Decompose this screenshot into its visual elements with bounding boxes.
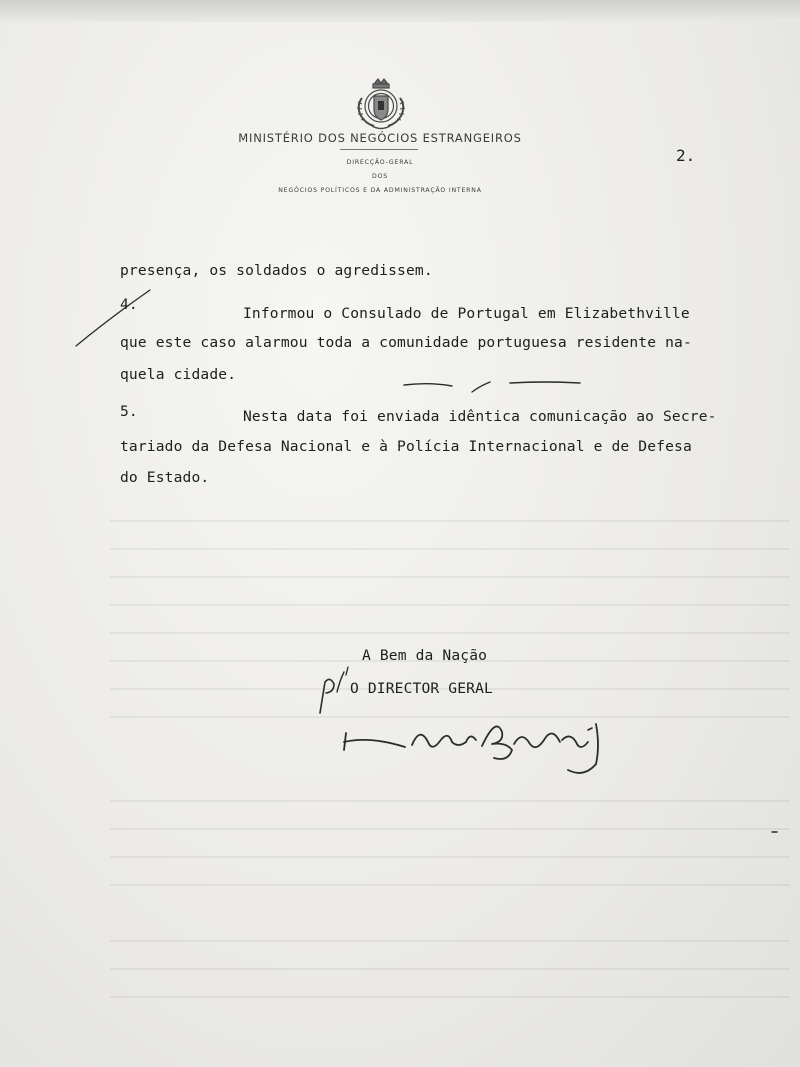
body-line: presença, os soldados o agredissem. <box>120 262 433 279</box>
body-line: que este caso alarmou toda a comunidade portuguesa residente na- <box>120 334 692 351</box>
letterhead-subtitle-1: DIRECÇÃO-GERAL <box>346 159 414 166</box>
body-line: Informou o Consulado de Portugal em Elizabethville <box>243 305 690 322</box>
page-number: 2. <box>676 146 696 165</box>
director-title: O DIRECTOR GERAL <box>350 680 493 697</box>
body-line: do Estado. <box>120 469 210 486</box>
body-line: quela cidade. <box>120 366 237 383</box>
body-line: tariado da Defesa Nacional e à Polícia Internacional e de Defesa <box>120 438 692 455</box>
paragraph-number: 5. <box>120 403 138 420</box>
paragraph-number: 4. <box>120 296 138 313</box>
letterhead-subtitle-3: NEGÓCIOS POLÍTICOS E DA ADMINISTRAÇÃO INTERNA <box>278 187 482 194</box>
body-line: Nesta data foi enviada idêntica comunicação ao Secre- <box>243 408 717 425</box>
closing-salutation: A Bem da Nação <box>362 647 488 664</box>
letterhead-subtitle-2: DOS <box>372 173 388 180</box>
ministry-title: MINISTÉRIO DOS NEGÓCIOS ESTRANGEIROS <box>238 131 522 145</box>
